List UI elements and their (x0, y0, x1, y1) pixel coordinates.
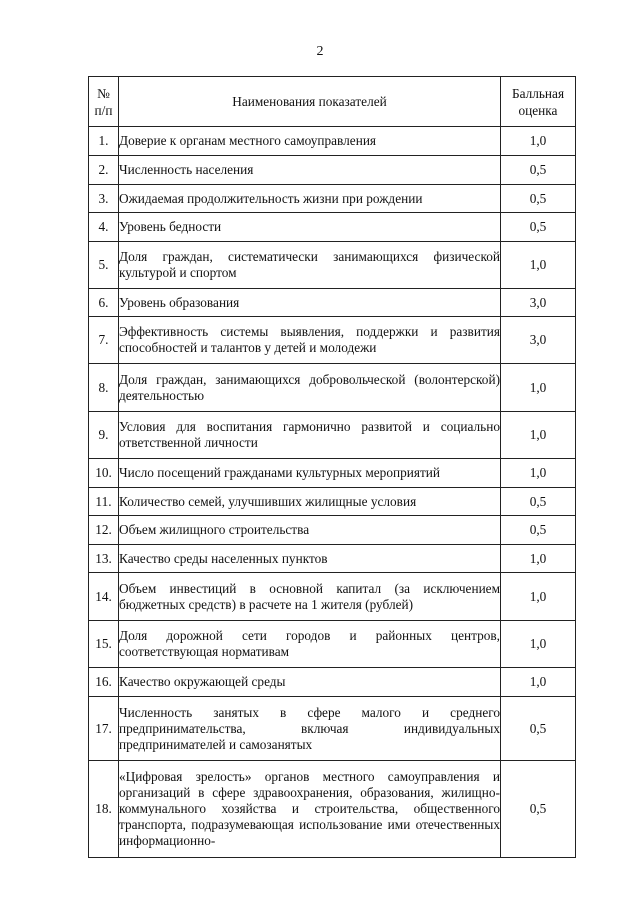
row-score: 1,0 (501, 621, 576, 668)
row-name: Объем инвестиций в основной капитал (за исключением бюджетных средств) в расчете на 1 жителя (рублей) (119, 573, 501, 621)
table-row (89, 242, 576, 289)
row-name: Качество окружающей среды (119, 668, 501, 697)
table-row (89, 185, 576, 213)
table-row (89, 412, 576, 459)
row-name: Число посещений гражданами культурных мероприятий (119, 459, 501, 488)
row-name: Доля граждан, систематически занимающихся физической культурой и спортом (119, 242, 501, 289)
row-number: 18. (89, 761, 119, 858)
table-row (89, 761, 576, 858)
table-row (89, 289, 576, 317)
row-score: 1,0 (501, 412, 576, 459)
header-name: Наименования показателей (119, 77, 501, 127)
row-name: Численность занятых в сфере малого и среднего предпринимательства, включая индивидуальных предпринимателей и самозанятых (119, 697, 501, 761)
row-number: 6. (89, 289, 119, 317)
row-number: 15. (89, 621, 119, 668)
row-score: 0,5 (501, 213, 576, 242)
table-row (89, 545, 576, 573)
row-name: Доверие к органам местного самоуправления (119, 127, 501, 156)
table-row (89, 516, 576, 545)
table-row (89, 364, 576, 412)
row-number: 13. (89, 545, 119, 573)
row-score: 1,0 (501, 545, 576, 573)
row-name: Эффективность системы выявления, поддержки и развития способностей и талантов у детей и молодежи (119, 317, 501, 364)
row-number: 12. (89, 516, 119, 545)
row-name: Доля дорожной сети городов и районных центров, соответствующая нормативам (119, 621, 501, 668)
row-name: Условия для воспитания гармонично развитой и социально ответственной личности (119, 412, 501, 459)
row-name: Уровень бедности (119, 213, 501, 242)
row-name: Ожидаемая продолжительность жизни при рождении (119, 185, 501, 213)
row-number: 8. (89, 364, 119, 412)
row-score: 1,0 (501, 668, 576, 697)
row-number: 4. (89, 213, 119, 242)
row-score: 0,5 (501, 185, 576, 213)
row-number: 10. (89, 459, 119, 488)
row-name: Численность населения (119, 156, 501, 185)
row-score: 0,5 (501, 697, 576, 761)
row-score: 0,5 (501, 516, 576, 545)
header-number (89, 77, 119, 127)
row-number: 16. (89, 668, 119, 697)
row-score: 0,5 (501, 156, 576, 185)
header-score (501, 77, 576, 127)
indicators-table (88, 76, 576, 858)
row-name: Количество семей, улучшивших жилищные условия (119, 488, 501, 516)
row-name: Объем жилищного строительства (119, 516, 501, 545)
table-header-row (89, 77, 576, 127)
table-row (89, 317, 576, 364)
row-name: Доля граждан, занимающихся добровольческой (волонтерской) деятельностью (119, 364, 501, 412)
table-row (89, 213, 576, 242)
table-row (89, 156, 576, 185)
header-number-line1: № (97, 85, 110, 101)
table-row (89, 621, 576, 668)
row-score: 1,0 (501, 242, 576, 289)
row-number: 9. (89, 412, 119, 459)
header-score-line2: оценка (518, 102, 558, 118)
row-number: 17. (89, 697, 119, 761)
row-score: 3,0 (501, 317, 576, 364)
table-row (89, 697, 576, 761)
row-score: 1,0 (501, 573, 576, 621)
table-row (89, 127, 576, 156)
header-score-line1: Балльная (511, 85, 565, 101)
row-score: 1,0 (501, 364, 576, 412)
table-row (89, 668, 576, 697)
row-number: 7. (89, 317, 119, 364)
row-number: 2. (89, 156, 119, 185)
page-number: 2 (316, 44, 324, 59)
row-number: 1. (89, 127, 119, 156)
row-number: 14. (89, 573, 119, 621)
table-row (89, 488, 576, 516)
header-number-line2: п/п (94, 102, 113, 118)
row-score: 3,0 (501, 289, 576, 317)
row-score: 0,5 (501, 761, 576, 858)
row-score: 1,0 (501, 127, 576, 156)
table-row (89, 573, 576, 621)
row-number: 5. (89, 242, 119, 289)
row-name: «Цифровая зрелость» органов местного самоуправления и организаций в сфере здравоохранения, образования, жилищно-коммунального хозяйства и строительства, общественного транспорта, подразумевающая использование ими отечественных информационно- (119, 761, 501, 858)
row-score: 1,0 (501, 459, 576, 488)
row-number: 11. (89, 488, 119, 516)
row-name: Уровень образования (119, 289, 501, 317)
row-number: 3. (89, 185, 119, 213)
table-row (89, 459, 576, 488)
row-score: 0,5 (501, 488, 576, 516)
row-name: Качество среды населенных пунктов (119, 545, 501, 573)
